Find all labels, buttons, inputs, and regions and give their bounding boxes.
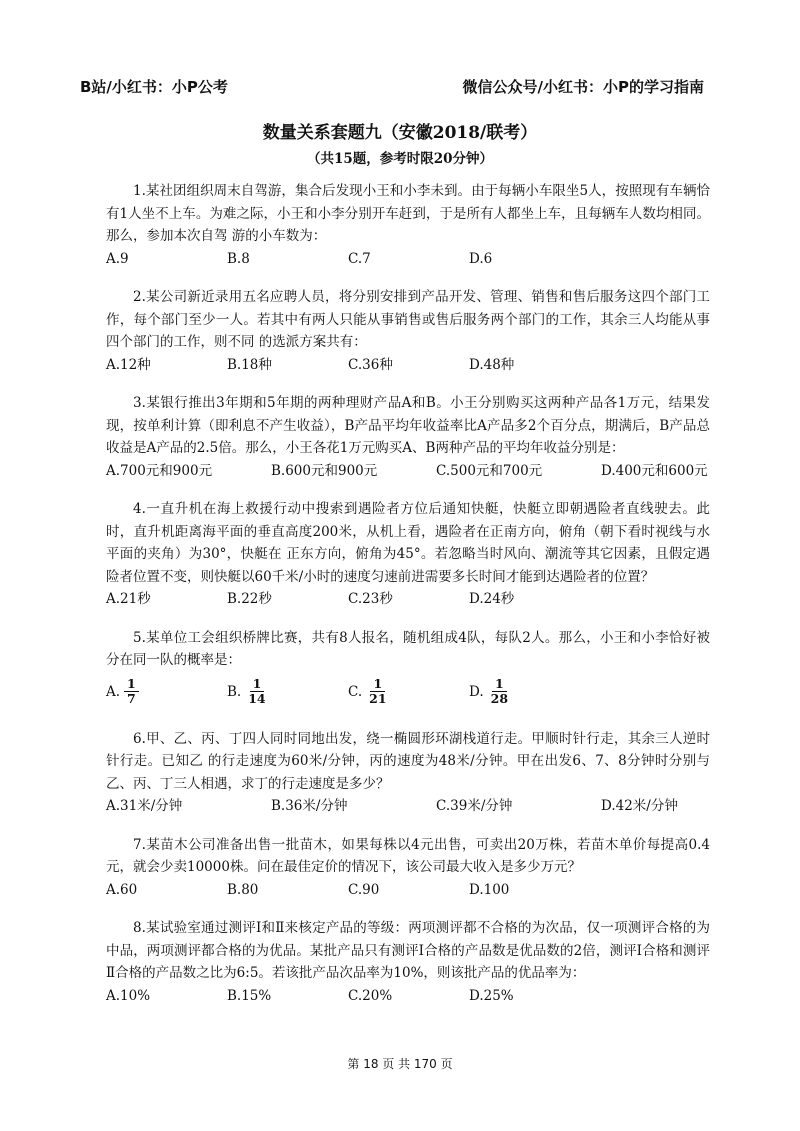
- fraction-denominator: 7: [127, 691, 136, 706]
- option-a: A.21秒: [106, 591, 151, 607]
- option-c: [348, 677, 469, 706]
- option-b: B.36米/分钟: [271, 798, 348, 814]
- fraction: [245, 677, 268, 706]
- fraction-numerator: 1: [250, 677, 265, 692]
- fraction-numerator: 1: [370, 677, 385, 692]
- option-c: C.20%: [348, 987, 393, 1004]
- option-b: [227, 677, 348, 706]
- question-text: 7.某苗木公司准备出售一批苗木，如果每株以4元出售，可卖出20万株，若苗木单价每提高0.4元，就会少卖10000株。问在最佳定价的情况下，该公司最大收入是多少万元？: [106, 836, 710, 875]
- page-footer: 第 18 页 共 170 页: [347, 1057, 453, 1071]
- question-8: [106, 917, 710, 1007]
- option-b: B.15%: [227, 987, 272, 1004]
- page-title: 数量关系套题九（安徽2018/联考）: [262, 123, 538, 143]
- fraction-numerator: 1: [124, 677, 139, 692]
- question-text: 3.某银行推出3年期和5年期的两种理财产品A和B。小王分别购买这两种产品各1万元，结果发现，按单利计算（即利息不产生收益），B产品平均年收益率比A产品多2个百分点，期满后，B产品总收益是A产品的2.5倍。那么，小王各花1万元购买A、B两种产品的平均年收益分别是：: [106, 395, 710, 456]
- question-1: [106, 180, 710, 270]
- option-c: C.36种: [348, 356, 393, 373]
- option-d: D.25%: [469, 987, 514, 1004]
- option-b: B.18种: [227, 356, 272, 373]
- option-d: D.48种: [469, 356, 515, 373]
- option-c: C.39米/分钟: [436, 798, 513, 814]
- question-7: [106, 834, 710, 902]
- question-3: [106, 392, 710, 482]
- option-row: [106, 248, 710, 271]
- option-label: D.: [469, 683, 484, 700]
- option-d: D.24秒: [469, 591, 515, 607]
- fraction-denominator: 14: [248, 691, 266, 706]
- option-c: C.90: [348, 881, 380, 898]
- header-left: B站/小红书：小P公考: [80, 78, 228, 96]
- question-6: [106, 728, 710, 818]
- question-text: 5.某单位工会组织桥牌比赛，共有8人报名，随机组成4队，每队2人。那么，小王和小李恰好被分在同一队的概率是：: [106, 629, 710, 668]
- option-a: A.700元和900元: [106, 462, 213, 479]
- question-text: 4.一直升机在海上救援行动中搜索到遇险者方位后通知快艇，快艇立即朝遇险者直线驶去。此时，直升机距离海平面的垂直高度200米，从机上看，遇险者在正南方向，俯角（朝下看时视线与水平面的夹角）为30°，快艇在 正东方向，俯角为45°。若忽略当时风向、潮流等其它因素，且假定遇险者位置不变，则快艇以60千米/小时的速度匀速前进需要多长时间才能到达遇险者的位置？: [106, 501, 710, 585]
- fraction-denominator: 28: [490, 691, 509, 706]
- question-text: 6.甲、乙、丙、丁四人同时同地出发，绕一椭圆形环湖栈道行走。甲顺时针行走，其余三人逆时针行走。已知乙 的行走速度为60米/分钟，丙的速度为48米/分钟。甲在出发6、7、8分钟时分别与乙、丙、丁三人相遇，求丁的行走速度是多少？: [106, 730, 710, 792]
- option-a: A.31米/分钟: [106, 798, 183, 814]
- option-c: C.23秒: [348, 591, 393, 607]
- fraction: [366, 677, 389, 706]
- option-label: C.: [348, 683, 363, 700]
- option-row: [106, 672, 710, 712]
- fraction-denominator: 21: [369, 691, 387, 706]
- option-row: [106, 354, 710, 377]
- fraction: [488, 677, 511, 706]
- option-a: A.9: [106, 250, 129, 267]
- question-2: [106, 286, 710, 376]
- option-a: A.60: [106, 881, 138, 898]
- option-d: D.42米/分钟: [601, 798, 678, 814]
- page-subtitle: （共15题，参考时限20分钟）: [306, 151, 494, 167]
- question-list: [106, 180, 710, 1023]
- option-row: [106, 460, 710, 483]
- option-b: B.8: [227, 250, 250, 267]
- option-a: [106, 677, 227, 706]
- option-a: A.12种: [106, 356, 151, 373]
- header-right: 微信公众号/小红书：小P的学习指南: [462, 78, 704, 96]
- option-d: [469, 677, 590, 706]
- option-row: [106, 588, 710, 611]
- option-b: B.80: [227, 881, 259, 898]
- question-text: 8.某试验室通过测评Ⅰ和Ⅱ来核定产品的等级：两项测评都不合格的为次品，仅一项测评合格的为中品，两项测评都合格的为优品。某批产品只有测评Ⅰ合格的产品数是优品数的2倍，测评Ⅰ合格和测评Ⅱ合格的产品数之比为6:5。若该批产品次品率为10%，则该批产品的优品率为：: [106, 920, 710, 981]
- option-d: D.400元和600元: [601, 462, 708, 479]
- option-b: B.600元和900元: [271, 462, 378, 479]
- question-5: [106, 627, 710, 712]
- question-4: [106, 498, 710, 611]
- option-label: A.: [106, 683, 121, 700]
- fraction-numerator: 1: [492, 677, 507, 692]
- question-text: 1.某社团组织周末自驾游，集合后发现小王和小李未到。由于每辆小车限坐5人，按照现有车辆恰有1人坐不上车。为难之际，小王和小李分别开车赶到，于是所有人都坐上车，且每辆车人数均相同。那么，参加本次自驾 游的小车数为：: [106, 183, 710, 244]
- fraction: [124, 677, 139, 706]
- option-b: B.22秒: [227, 591, 272, 607]
- option-c: C.500元和700元: [436, 462, 543, 479]
- option-row: [106, 795, 710, 818]
- option-label: B.: [227, 683, 242, 700]
- option-a: A.10%: [106, 987, 151, 1004]
- option-c: C.7: [348, 250, 371, 267]
- option-row: [106, 985, 710, 1008]
- option-d: D.100: [469, 881, 510, 898]
- option-row: [106, 879, 710, 902]
- question-text: 2.某公司新近录用五名应聘人员，将分别安排到产品开发、管理、销售和售后服务这四个部门工作，每个部门至少一人。若其中有两人只能从事销售或售后服务两个部门的工作，其余三人均能从事四个部门的工作，则不同 的选派方案共有：: [106, 289, 710, 350]
- option-d: D.6: [469, 250, 493, 267]
